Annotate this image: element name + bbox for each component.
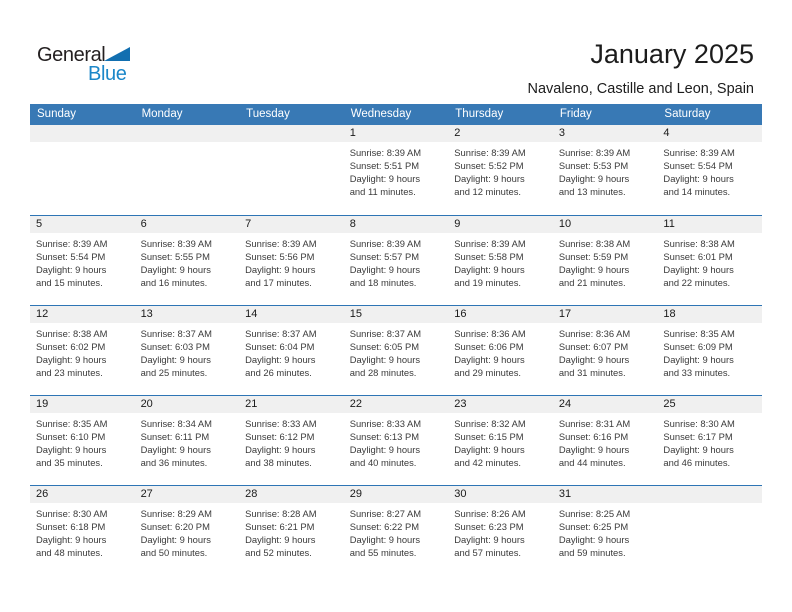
day-cell xyxy=(448,125,553,215)
sunset-text: Sunset: 6:20 PM xyxy=(140,521,210,533)
day-cell-empty xyxy=(239,125,344,215)
week-row xyxy=(30,305,762,395)
sunrise-text: Sunrise: 8:39 AM xyxy=(36,238,108,249)
sunrise-text: Sunrise: 8:39 AM xyxy=(558,147,631,158)
sunset-text: Sunset: 6:12 PM xyxy=(245,431,315,443)
daylight-text-line2: and 13 minutes. xyxy=(558,186,626,198)
daylight-text-line2: and 19 minutes. xyxy=(454,277,521,289)
daylight-text-line1: Daylight: 9 hours xyxy=(558,444,630,456)
daylight-text-line1: Daylight: 9 hours xyxy=(245,444,316,456)
day-number: 20 xyxy=(135,396,240,413)
sunrise-text: Sunrise: 8:29 AM xyxy=(140,508,212,519)
sunset-text: Sunset: 6:21 PM xyxy=(245,521,315,533)
calendar xyxy=(30,104,762,575)
day-cell xyxy=(239,486,344,575)
day-cell xyxy=(344,486,449,575)
daylight-text-line2: and 26 minutes. xyxy=(245,367,312,379)
day-number: 31 xyxy=(553,486,658,503)
day-cell xyxy=(135,396,240,485)
sunset-text: Sunset: 6:04 PM xyxy=(245,341,315,353)
daylight-text-line2: and 36 minutes. xyxy=(140,457,208,469)
day-details xyxy=(30,413,135,469)
day-number: 27 xyxy=(135,486,240,503)
day-details xyxy=(239,233,344,289)
sunrise-text: Sunrise: 8:37 AM xyxy=(140,328,212,339)
day-number: 12 xyxy=(30,306,135,323)
day-cell xyxy=(30,486,135,575)
day-details xyxy=(30,503,135,559)
day-details xyxy=(448,233,553,289)
daylight-text-line2: and 16 minutes. xyxy=(140,277,208,289)
sunset-text: Sunset: 5:54 PM xyxy=(663,160,733,172)
weekday-label-saturday: Saturday xyxy=(664,108,711,120)
day-number: 11 xyxy=(657,216,762,233)
day-details xyxy=(239,413,344,469)
sunrise-text: Sunrise: 8:39 AM xyxy=(349,238,422,249)
day-cell xyxy=(657,396,762,485)
sunrise-text: Sunrise: 8:30 AM xyxy=(663,418,735,429)
day-number: 16 xyxy=(448,306,553,323)
daylight-text-line2: and 29 minutes. xyxy=(454,367,521,379)
daylight-text-line1: Daylight: 9 hours xyxy=(663,444,734,456)
sunset-text: Sunset: 5:53 PM xyxy=(558,160,629,172)
sunrise-text: Sunrise: 8:39 AM xyxy=(140,238,212,249)
day-cell xyxy=(657,216,762,305)
day-number: 19 xyxy=(30,396,135,413)
sunset-text: Sunset: 6:18 PM xyxy=(36,521,106,533)
day-details xyxy=(135,503,240,559)
sunset-text: Sunset: 6:09 PM xyxy=(663,341,733,353)
day-details xyxy=(239,503,344,559)
sunrise-text: Sunrise: 8:37 AM xyxy=(349,328,422,339)
daylight-text-line2: and 18 minutes. xyxy=(349,277,417,289)
day-details xyxy=(657,142,762,198)
sunrise-text: Sunrise: 8:31 AM xyxy=(558,418,631,429)
day-number: 30 xyxy=(448,486,553,503)
sunset-text: Sunset: 6:15 PM xyxy=(454,431,524,443)
sunset-text: Sunset: 6:11 PM xyxy=(140,431,210,443)
day-details xyxy=(135,413,240,469)
sunset-text: Sunset: 5:51 PM xyxy=(349,160,420,172)
page-title: January 2025 xyxy=(590,39,754,69)
day-cell xyxy=(344,306,449,395)
day-number: 1 xyxy=(344,125,449,142)
daylight-text-line1: Daylight: 9 hours xyxy=(454,534,525,546)
day-cell xyxy=(553,125,658,215)
daylight-text-line1: Daylight: 9 hours xyxy=(558,264,630,276)
day-cell xyxy=(344,216,449,305)
daylight-text-line2: and 46 minutes. xyxy=(663,457,731,469)
daylight-text-line1: Daylight: 9 hours xyxy=(36,354,107,366)
sunset-text: Sunset: 6:01 PM xyxy=(663,251,733,263)
sunrise-text: Sunrise: 8:36 AM xyxy=(558,328,631,339)
sunrise-text: Sunrise: 8:36 AM xyxy=(454,328,526,339)
day-details xyxy=(135,233,240,289)
day-cell-empty xyxy=(30,125,135,215)
day-number: 15 xyxy=(344,306,449,323)
weekday-label-thursday: Thursday xyxy=(455,108,504,120)
sunrise-text: Sunrise: 8:27 AM xyxy=(349,508,422,519)
day-cell-empty xyxy=(135,125,240,215)
day-details xyxy=(344,413,449,469)
day-number: 22 xyxy=(344,396,449,413)
sunset-text: Sunset: 6:07 PM xyxy=(558,341,629,353)
daylight-text-line2: and 15 minutes. xyxy=(36,277,103,289)
daylight-text-line1: Daylight: 9 hours xyxy=(558,534,630,546)
daylight-text-line1: Daylight: 9 hours xyxy=(36,534,107,546)
day-cell xyxy=(30,396,135,485)
day-number: 18 xyxy=(657,306,762,323)
sunset-text: Sunset: 5:59 PM xyxy=(558,251,629,263)
daylight-text-line2: and 42 minutes. xyxy=(454,457,521,469)
day-cell xyxy=(657,125,762,215)
day-number: 3 xyxy=(553,125,658,142)
day-cell xyxy=(135,216,240,305)
day-details xyxy=(135,323,240,379)
day-details xyxy=(239,323,344,379)
sunrise-text: Sunrise: 8:39 AM xyxy=(454,147,526,158)
daylight-text-line1: Daylight: 9 hours xyxy=(36,264,107,276)
daylight-text-line2: and 14 minutes. xyxy=(663,186,731,198)
day-number xyxy=(657,486,762,503)
daylight-text-line2: and 38 minutes. xyxy=(245,457,312,469)
day-cell xyxy=(30,306,135,395)
day-details xyxy=(448,503,553,559)
day-details xyxy=(344,142,449,198)
sunset-text: Sunset: 6:17 PM xyxy=(663,431,733,443)
sunset-text: Sunset: 6:05 PM xyxy=(349,341,420,353)
day-number: 28 xyxy=(239,486,344,503)
sunset-text: Sunset: 5:57 PM xyxy=(349,251,420,263)
day-cell xyxy=(135,486,240,575)
sunset-text: Sunset: 6:10 PM xyxy=(36,431,106,443)
daylight-text-line2: and 55 minutes. xyxy=(349,547,417,559)
day-number: 24 xyxy=(553,396,658,413)
sunrise-text: Sunrise: 8:35 AM xyxy=(663,328,735,339)
day-number: 25 xyxy=(657,396,762,413)
day-cell xyxy=(344,396,449,485)
day-details xyxy=(657,413,762,469)
sunset-text: Sunset: 6:13 PM xyxy=(349,431,420,443)
day-number: 13 xyxy=(135,306,240,323)
day-number: 21 xyxy=(239,396,344,413)
day-details xyxy=(344,503,449,559)
weekday-label-monday: Monday xyxy=(141,108,183,120)
sunrise-text: Sunrise: 8:38 AM xyxy=(558,238,631,249)
sunrise-text: Sunrise: 8:38 AM xyxy=(36,328,108,339)
day-cell xyxy=(30,216,135,305)
logo-text-general: General xyxy=(37,44,106,66)
day-number: 8 xyxy=(344,216,449,233)
daylight-text-line2: and 22 minutes. xyxy=(663,277,731,289)
day-details xyxy=(657,323,762,379)
sunset-text: Sunset: 6:22 PM xyxy=(349,521,420,533)
daylight-text-line2: and 50 minutes. xyxy=(140,547,208,559)
day-details xyxy=(448,413,553,469)
day-number xyxy=(239,125,344,142)
daylight-text-line1: Daylight: 9 hours xyxy=(454,354,525,366)
day-details xyxy=(448,323,553,379)
sunset-text: Sunset: 6:02 PM xyxy=(36,341,106,353)
sunrise-text: Sunrise: 8:39 AM xyxy=(245,238,317,249)
sunrise-text: Sunrise: 8:30 AM xyxy=(36,508,108,519)
sunrise-text: Sunrise: 8:39 AM xyxy=(454,238,526,249)
daylight-text-line2: and 52 minutes. xyxy=(245,547,312,559)
daylight-text-line1: Daylight: 9 hours xyxy=(558,354,630,366)
day-cell xyxy=(553,306,658,395)
day-number: 9 xyxy=(448,216,553,233)
daylight-text-line2: and 12 minutes. xyxy=(454,186,521,198)
day-number: 10 xyxy=(553,216,658,233)
sunrise-text: Sunrise: 8:32 AM xyxy=(454,418,526,429)
sunrise-text: Sunrise: 8:33 AM xyxy=(349,418,422,429)
day-number: 29 xyxy=(344,486,449,503)
day-number xyxy=(30,125,135,142)
page-subtitle: Navaleno, Castille and Leon, Spain xyxy=(527,81,754,97)
daylight-text-line2: and 17 minutes. xyxy=(245,277,312,289)
day-number: 26 xyxy=(30,486,135,503)
daylight-text-line1: Daylight: 9 hours xyxy=(454,264,525,276)
daylight-text-line1: Daylight: 9 hours xyxy=(245,354,316,366)
daylight-text-line1: Daylight: 9 hours xyxy=(349,264,421,276)
week-row xyxy=(30,485,762,575)
day-cell xyxy=(448,306,553,395)
day-details xyxy=(344,233,449,289)
day-details xyxy=(553,413,658,469)
weekday-label-wednesday: Wednesday xyxy=(350,108,412,120)
logo-text-blue: Blue xyxy=(88,63,127,85)
sunset-text: Sunset: 6:25 PM xyxy=(558,521,629,533)
day-number: 2 xyxy=(448,125,553,142)
daylight-text-line2: and 33 minutes. xyxy=(663,367,731,379)
day-cell xyxy=(135,306,240,395)
daylight-text-line2: and 48 minutes. xyxy=(36,547,103,559)
weekday-label-sunday: Sunday xyxy=(37,108,77,120)
day-number: 6 xyxy=(135,216,240,233)
daylight-text-line2: and 23 minutes. xyxy=(36,367,103,379)
sunset-text: Sunset: 6:23 PM xyxy=(454,521,524,533)
day-details xyxy=(344,323,449,379)
sunrise-text: Sunrise: 8:28 AM xyxy=(245,508,317,519)
day-number: 7 xyxy=(239,216,344,233)
day-details xyxy=(553,323,658,379)
daylight-text-line1: Daylight: 9 hours xyxy=(140,444,211,456)
daylight-text-line1: Daylight: 9 hours xyxy=(349,444,421,456)
weekday-label-friday: Friday xyxy=(559,108,592,120)
general-blue-logo xyxy=(37,44,157,90)
sunset-text: Sunset: 6:03 PM xyxy=(140,341,210,353)
day-details xyxy=(30,323,135,379)
day-number xyxy=(135,125,240,142)
day-number: 14 xyxy=(239,306,344,323)
daylight-text-line1: Daylight: 9 hours xyxy=(558,173,630,185)
day-details xyxy=(553,503,658,559)
day-cell xyxy=(553,396,658,485)
daylight-text-line2: and 28 minutes. xyxy=(349,367,417,379)
sunset-text: Sunset: 5:52 PM xyxy=(454,160,524,172)
day-number: 4 xyxy=(657,125,762,142)
daylight-text-line1: Daylight: 9 hours xyxy=(454,173,525,185)
weekday-label-tuesday: Tuesday xyxy=(246,108,290,120)
week-row xyxy=(30,215,762,305)
daylight-text-line1: Daylight: 9 hours xyxy=(349,354,421,366)
day-details xyxy=(448,142,553,198)
day-details xyxy=(553,233,658,289)
daylight-text-line1: Daylight: 9 hours xyxy=(663,173,734,185)
day-details xyxy=(30,233,135,289)
sunset-text: Sunset: 6:16 PM xyxy=(558,431,629,443)
daylight-text-line2: and 11 minutes. xyxy=(349,186,416,198)
sunrise-text: Sunrise: 8:39 AM xyxy=(349,147,422,158)
daylight-text-line2: and 35 minutes. xyxy=(36,457,103,469)
sunset-text: Sunset: 5:56 PM xyxy=(245,251,315,263)
sunset-text: Sunset: 6:06 PM xyxy=(454,341,524,353)
day-number: 17 xyxy=(553,306,658,323)
daylight-text-line2: and 21 minutes. xyxy=(558,277,626,289)
day-cell xyxy=(448,486,553,575)
daylight-text-line1: Daylight: 9 hours xyxy=(245,534,316,546)
week-row xyxy=(30,125,762,215)
sunset-text: Sunset: 5:54 PM xyxy=(36,251,106,263)
sunrise-text: Sunrise: 8:34 AM xyxy=(140,418,212,429)
day-cell xyxy=(553,486,658,575)
daylight-text-line1: Daylight: 9 hours xyxy=(36,444,107,456)
daylight-text-line1: Daylight: 9 hours xyxy=(663,264,734,276)
daylight-text-line1: Daylight: 9 hours xyxy=(140,534,211,546)
sunset-text: Sunset: 5:58 PM xyxy=(454,251,524,263)
day-cell xyxy=(239,216,344,305)
daylight-text-line1: Daylight: 9 hours xyxy=(245,264,316,276)
daylight-text-line1: Daylight: 9 hours xyxy=(349,534,421,546)
daylight-text-line2: and 44 minutes. xyxy=(558,457,626,469)
day-details xyxy=(657,233,762,289)
weekday-header-row xyxy=(30,104,762,125)
daylight-text-line2: and 59 minutes. xyxy=(558,547,626,559)
daylight-text-line1: Daylight: 9 hours xyxy=(140,354,211,366)
daylight-text-line2: and 40 minutes. xyxy=(349,457,417,469)
sunrise-text: Sunrise: 8:25 AM xyxy=(558,508,631,519)
daylight-text-line2: and 57 minutes. xyxy=(454,547,521,559)
week-row xyxy=(30,395,762,485)
sunrise-text: Sunrise: 8:38 AM xyxy=(663,238,735,249)
day-cell xyxy=(239,306,344,395)
sunrise-text: Sunrise: 8:26 AM xyxy=(454,508,526,519)
day-cell xyxy=(448,396,553,485)
daylight-text-line2: and 31 minutes. xyxy=(558,367,626,379)
day-cell xyxy=(657,306,762,395)
sunset-text: Sunset: 5:55 PM xyxy=(140,251,210,263)
calendar-weeks xyxy=(30,125,762,575)
day-cell xyxy=(344,125,449,215)
sunrise-text: Sunrise: 8:33 AM xyxy=(245,418,317,429)
sunrise-text: Sunrise: 8:39 AM xyxy=(663,147,735,158)
daylight-text-line1: Daylight: 9 hours xyxy=(349,173,421,185)
daylight-text-line1: Daylight: 9 hours xyxy=(140,264,211,276)
day-cell xyxy=(448,216,553,305)
logo-triangle-icon xyxy=(104,47,130,61)
daylight-text-line1: Daylight: 9 hours xyxy=(663,354,734,366)
day-cell-empty xyxy=(657,486,762,575)
day-cell xyxy=(553,216,658,305)
daylight-text-line2: and 25 minutes. xyxy=(140,367,208,379)
day-number: 5 xyxy=(30,216,135,233)
day-number: 23 xyxy=(448,396,553,413)
sunrise-text: Sunrise: 8:35 AM xyxy=(36,418,108,429)
sunrise-text: Sunrise: 8:37 AM xyxy=(245,328,317,339)
day-cell xyxy=(239,396,344,485)
daylight-text-line1: Daylight: 9 hours xyxy=(454,444,525,456)
day-details xyxy=(553,142,658,198)
